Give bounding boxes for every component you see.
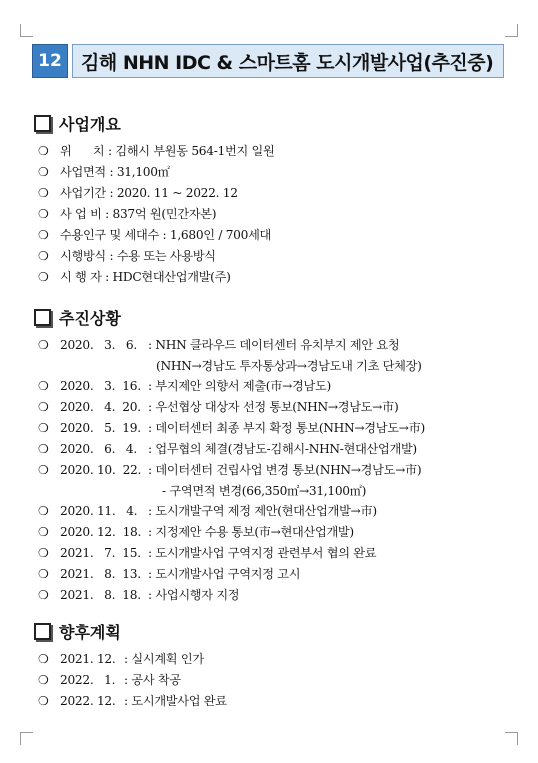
circle-bullet-icon: ❍ (38, 144, 49, 158)
corner-mark-top-left (20, 24, 33, 37)
list-item (34, 247, 514, 268)
circle-bullet-icon: ❍ (38, 270, 49, 284)
list-item (34, 336, 514, 357)
circle-bullet-icon: ❍ (38, 546, 49, 560)
list-item-date: 2022. 12. (60, 694, 116, 708)
list-item (34, 586, 514, 607)
list-item-date: 2020. 10. 22. (60, 463, 142, 477)
checkbox-square-icon (34, 623, 51, 640)
list-item-continuation (34, 482, 514, 502)
corner-mark-top-right (505, 24, 518, 37)
plan-heading (34, 620, 514, 642)
list-item (34, 163, 514, 184)
list-item-date: 2020. 3. 16. (60, 379, 141, 393)
list-item-text: 시 행 자 : HDC현대산업개발(주) (60, 270, 231, 284)
circle-bullet-icon: ❍ (38, 186, 49, 200)
list-item-text: : 도시개발사업 구역지정 관련부서 협의 완료 (148, 546, 377, 560)
list-item-text: : 업무협의 체결(경남도-김해시-NHN-현대산업개발) (148, 442, 417, 456)
list-item-date: 2021. 12. (60, 652, 116, 666)
list-item (34, 377, 514, 398)
list-item (34, 398, 514, 419)
circle-bullet-icon: ❍ (38, 379, 49, 393)
circle-bullet-icon: ❍ (38, 421, 49, 435)
circle-bullet-icon: ❍ (38, 504, 49, 518)
list-item-text: 수용인구 및 세대수 : 1,680인 / 700세대 (60, 228, 272, 242)
checkbox-square-icon (34, 115, 51, 132)
circle-bullet-icon: ❍ (38, 207, 49, 221)
list-item-text: : 도시개발구역 제정 제안(현대산업개발→市) (148, 504, 377, 518)
page-header (32, 44, 504, 78)
circle-bullet-icon: ❍ (38, 338, 49, 352)
list-item-date: 2020. 4. 20. (60, 400, 141, 414)
list-item-text: 사 업 비 : 837억 원(민간자본) (60, 207, 217, 221)
circle-bullet-icon: ❍ (38, 442, 49, 456)
list-item-date: 2021. 7. 15. (60, 546, 141, 560)
corner-mark-bottom-left (20, 732, 33, 745)
list-item-text: : 부지제안 의향서 제출(市→경남도) (148, 379, 331, 393)
circle-bullet-icon: ❍ (38, 400, 49, 414)
list-item-text: : 데이터센터 최종 부지 확정 통보(NHN→경남도→市) (148, 421, 425, 435)
list-item-date: 2020. 11. 4. (60, 504, 138, 518)
circle-bullet-icon: ❍ (38, 249, 49, 263)
list-item (34, 692, 514, 713)
list-item-date: 2020. 12. 18. (60, 525, 142, 539)
list-item (34, 671, 514, 692)
list-item (34, 440, 514, 461)
circle-bullet-icon: ❍ (38, 588, 49, 602)
section-number-badge: 12 (32, 44, 68, 78)
list-item-text: : 공사 착공 (124, 673, 181, 687)
circle-bullet-icon: ❍ (38, 463, 49, 477)
circle-bullet-icon: ❍ (38, 228, 49, 242)
list-item (34, 544, 514, 565)
progress-section (34, 306, 514, 607)
list-item (34, 205, 514, 226)
list-item-text: 시행방식 : 수용 또는 사용방식 (60, 249, 216, 263)
overview-heading-text: 사업개요 (59, 114, 121, 134)
list-item-text: : 우선협상 대상자 선정 통보(NHN→경남도→市) (148, 400, 399, 414)
list-item-text: : 데이터센터 건립사업 변경 통보(NHN→경남도→市) (148, 463, 422, 477)
corner-mark-bottom-right (505, 732, 518, 745)
list-item-date: 2020. 6. 4. (60, 442, 137, 456)
list-item (34, 142, 514, 163)
circle-bullet-icon: ❍ (38, 673, 49, 687)
circle-bullet-icon: ❍ (38, 525, 49, 539)
list-item-text: - 구역면적 변경(66,350㎡→31,100㎡) (162, 484, 367, 498)
list-item (34, 650, 514, 671)
list-item-text: : 도시개발사업 완료 (124, 694, 227, 708)
list-item (34, 226, 514, 247)
list-item (34, 461, 514, 482)
list-item (34, 268, 514, 289)
plan-section (34, 620, 514, 713)
list-item-date: 2020. 5. 19. (60, 421, 141, 435)
list-item-date: 2021. 8. 18. (60, 588, 141, 602)
circle-bullet-icon: ❍ (38, 165, 49, 179)
list-item (34, 565, 514, 586)
list-item-date: 2020. 3. 6. (60, 338, 137, 352)
overview-list (34, 142, 514, 289)
list-item (34, 419, 514, 440)
plan-heading-text: 향후계획 (59, 622, 121, 642)
overview-section (34, 112, 514, 289)
list-item-text: : 도시개발사업 구역지정 고시 (148, 567, 301, 581)
progress-heading (34, 306, 514, 328)
list-item-text: : 지정제안 수용 통보(市→현대산업개발) (148, 525, 354, 539)
list-item-text: 사업기간 : 2020. 11 ~ 2022. 12 (60, 186, 238, 200)
circle-bullet-icon: ❍ (38, 652, 49, 666)
list-item-text: : 실시계획 인가 (124, 652, 204, 666)
list-item (34, 502, 514, 523)
page-title: 김해 NHN IDC & 스마트홈 도시개발사업(추진중) (72, 44, 504, 78)
list-item-date: 2022. 1. (60, 673, 116, 687)
checkbox-square-icon (34, 309, 51, 326)
list-item-text: (NHN→경남도 투자통상과→경남도내 기초 단체장) (156, 359, 422, 373)
progress-list (34, 336, 514, 607)
list-item-text: : 사업시행자 지정 (148, 588, 240, 602)
circle-bullet-icon: ❍ (38, 694, 49, 708)
list-item-continuation (34, 357, 514, 377)
list-item-date: 2021. 8. 13. (60, 567, 141, 581)
overview-heading (34, 112, 514, 134)
list-item-text: : NHN 클라우드 데이터센터 유치부지 제안 요청 (148, 338, 400, 352)
list-item (34, 523, 514, 544)
progress-heading-text: 추진상황 (59, 308, 121, 328)
list-item (34, 184, 514, 205)
list-item-text: 사업면적 : 31,100㎡ (60, 165, 170, 179)
circle-bullet-icon: ❍ (38, 567, 49, 581)
list-item-text: 위 치 : 김해시 부원동 564-1번지 일원 (60, 144, 275, 158)
plan-list (34, 650, 514, 713)
